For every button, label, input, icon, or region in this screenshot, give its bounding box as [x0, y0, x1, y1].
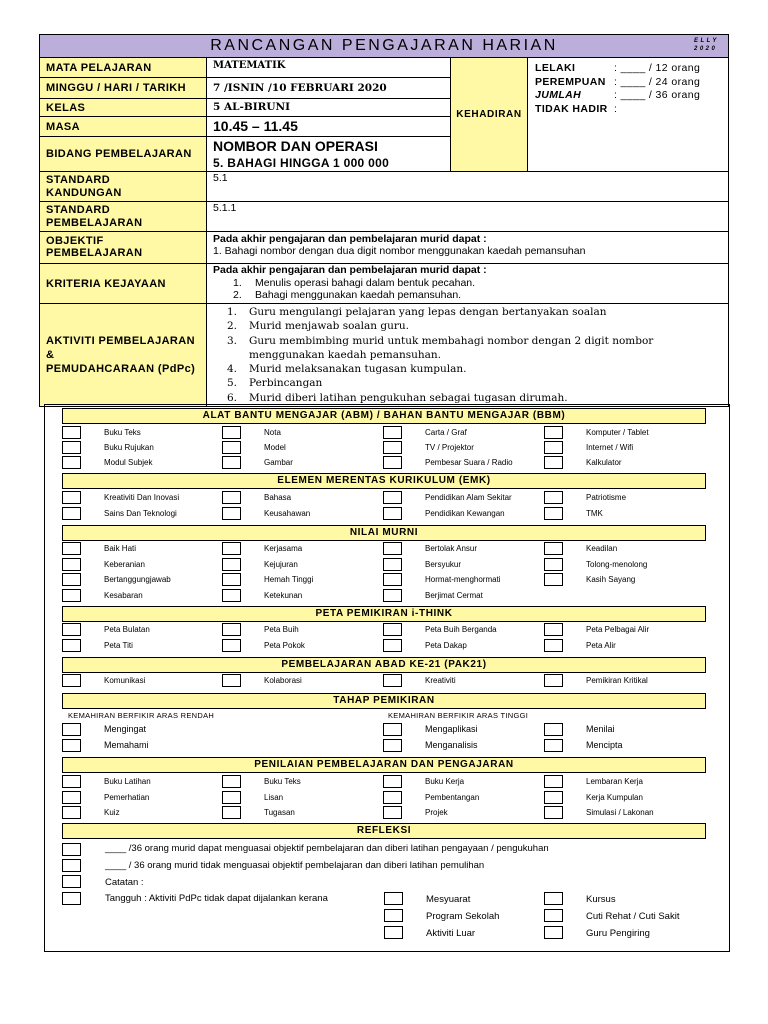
aktiviti-item: 3. Guru membimbing murid untuk membahagi nombor dengan 2 digit nombor menggunakan kaedah pemansuhan.: [227, 334, 654, 361]
kehadiran-row: LELAKI : ____ / 12 orang: [535, 62, 701, 74]
penilaian-item-label: Lembaran Kerja: [586, 777, 643, 786]
ithink-checkbox[interactable]: [544, 623, 563, 636]
refleksi-catatan: Catatan :: [105, 877, 144, 888]
label-standard-kandungan-1: STANDARD: [46, 173, 111, 186]
emk-checkbox[interactable]: [222, 491, 241, 504]
penilaian-item-label: Projek: [425, 808, 448, 817]
abm-item-label: TV / Projektor: [425, 443, 474, 452]
emk-checkbox[interactable]: [544, 507, 563, 520]
nilai-item-label: Kasih Sayang: [586, 575, 636, 584]
abm-checkbox[interactable]: [544, 426, 563, 439]
aktiviti-item: 2. Murid menjawab soalan guru.: [227, 320, 409, 333]
value-mata-pelajaran: MATEMATIK: [213, 60, 286, 71]
abm-item-label: Komputer / Tablet: [586, 428, 649, 437]
reason-label: Guru Pengiring: [586, 928, 650, 939]
abm-checkbox[interactable]: [383, 441, 402, 454]
abm-item-label: Internet / Wifi: [586, 443, 634, 452]
emk-checkbox[interactable]: [222, 507, 241, 520]
abm-item-label: Buku Rujukan: [104, 443, 154, 452]
emk-checkbox[interactable]: [383, 507, 402, 520]
reason-checkbox[interactable]: [544, 892, 563, 905]
reason-label: Kursus: [586, 894, 616, 905]
label-minggu: MINGGU / HARI / TARIKH: [40, 78, 207, 98]
row-mata-pelajaran: [40, 58, 450, 77]
abm-checkbox[interactable]: [62, 441, 81, 454]
ithink-checkbox[interactable]: [383, 623, 402, 636]
abm-item-label: Kalkulator: [586, 458, 622, 467]
ithink-checkbox[interactable]: [544, 639, 563, 652]
emk-item-label: Pendidikan Alam Sekitar: [425, 493, 512, 502]
penilaian-item-label: Buku Kerja: [425, 777, 465, 786]
tahap-checkbox[interactable]: [383, 739, 402, 752]
nilai-checkbox[interactable]: [544, 542, 563, 555]
section-header-emk: ELEMEN MERENTAS KURIKULUM (EMK): [62, 473, 706, 489]
row-masa: [40, 116, 450, 136]
nilai-checkbox[interactable]: [383, 589, 402, 602]
pak21-item-label: Kreativiti: [425, 676, 456, 685]
value-standard-pembelajaran: 5.1.1: [213, 202, 237, 214]
nilai-checkbox[interactable]: [62, 589, 81, 602]
penilaian-checkbox[interactable]: [62, 806, 81, 819]
abm-checkbox[interactable]: [62, 456, 81, 469]
aktiviti-item: 4. Murid melaksanakan tugasan kumpulan.: [227, 363, 467, 376]
refleksi-line-menguasai: ____ /36 orang murid dapat menguasai objektif pembelajaran dan diberi latihan pengayaan / pengukuhan: [105, 843, 549, 854]
penilaian-checkbox[interactable]: [383, 775, 402, 788]
nilai-item-label: Tolong-menolong: [586, 560, 648, 569]
label-standard-pembelajaran-1: STANDARD: [46, 203, 111, 216]
penilaian-checkbox[interactable]: [222, 791, 241, 804]
penilaian-checkbox[interactable]: [62, 791, 81, 804]
section-header-refleksi: REFLEKSI: [62, 823, 706, 839]
nilai-checkbox[interactable]: [62, 558, 81, 571]
nilai-item-label: Bertanggungjawab: [104, 575, 171, 584]
abm-checkbox[interactable]: [222, 441, 241, 454]
pak21-checkbox[interactable]: [544, 674, 563, 687]
ithink-item-label: Peta Alir: [586, 641, 616, 650]
emk-checkbox[interactable]: [62, 507, 81, 520]
penilaian-item-label: Kerja Kumpulan: [586, 793, 643, 802]
pak21-checkbox[interactable]: [383, 674, 402, 687]
row-standard-kandungan: [40, 171, 728, 201]
nilai-item-label: Hemah Tinggi: [264, 575, 314, 584]
row-aktiviti: [40, 303, 728, 406]
reason-label: Mesyuarat: [426, 894, 471, 905]
tahap-checkbox[interactable]: [62, 723, 81, 736]
penilaian-item-label: Lisan: [264, 793, 284, 802]
tahap-item-label: Menilai: [586, 724, 615, 734]
emk-item-label: Pendidikan Kewangan: [425, 509, 505, 518]
reason-checkbox[interactable]: [384, 892, 403, 905]
emk-item-label: Kreativiti Dan Inovasi: [104, 493, 180, 502]
abm-item-label: Gambar: [264, 458, 293, 467]
abm-checkbox[interactable]: [222, 426, 241, 439]
ithink-item-label: Peta Pelbagai Alir: [586, 625, 650, 634]
tahap-checkbox[interactable]: [62, 739, 81, 752]
ithink-item-label: Peta Dakap: [425, 641, 467, 650]
kriteria-intro: Pada akhir pengajaran dan pembelajaran murid dapat :: [213, 264, 487, 276]
nilai-item-label: Keberanian: [104, 560, 145, 569]
nilai-item-label: Baik Hati: [104, 544, 137, 553]
penilaian-checkbox[interactable]: [62, 775, 81, 788]
value-kelas: 5 AL-BIRUNI: [213, 101, 291, 113]
section-header-pak21: PEMBELAJARAN ABAD KE-21 (PAK21): [62, 657, 706, 673]
nilai-checkbox[interactable]: [62, 542, 81, 555]
kehadiran-label: KEHADIRAN: [450, 58, 528, 171]
value-bidang-1: NOMBOR DAN OPERASI: [213, 138, 378, 154]
kehadiran-row: TIDAK HADIR :: [535, 102, 618, 115]
ithink-checkbox[interactable]: [383, 639, 402, 652]
ithink-item-label: Peta Buih: [264, 625, 299, 634]
emk-item-label: TMK: [586, 509, 603, 518]
nilai-item-label: Ketekunan: [264, 591, 303, 600]
reason-label: Program Sekolah: [426, 911, 500, 922]
emk-item-label: Bahasa: [264, 493, 292, 502]
pak21-item-label: Kolaborasi: [264, 676, 302, 685]
elly-badge: ELLY 2020: [694, 38, 719, 52]
label-mata-pelajaran: MATA PELAJARAN: [40, 58, 207, 77]
abm-item-label: Modul Subjek: [104, 458, 153, 467]
kehadiran-row: PEREMPUAN : ____ / 24 orang: [535, 75, 701, 88]
pak21-checkbox[interactable]: [222, 674, 241, 687]
label-aktiviti-1: AKTIVITI PEMBELAJARAN &: [46, 335, 195, 361]
nilai-checkbox[interactable]: [544, 573, 563, 586]
reason-checkbox[interactable]: [384, 926, 403, 939]
abm-checkbox[interactable]: [544, 456, 563, 469]
section-header-abm: ALAT BANTU MENGAJAR (ABM) / BAHAN BANTU MENGAJAR (BBM): [62, 408, 706, 424]
reason-checkbox[interactable]: [544, 926, 563, 939]
ithink-checkbox[interactable]: [62, 623, 81, 636]
refleksi-checkbox-menguasai[interactable]: [62, 843, 81, 856]
label-kelas: KELAS: [40, 99, 207, 116]
tahap-sub-rendah: KEMAHIRAN BERFIKIR ARAS RENDAH: [68, 711, 215, 720]
tahap-checkbox[interactable]: [383, 723, 402, 736]
penilaian-checkbox[interactable]: [383, 791, 402, 804]
kriteria-item: 1. Menulis operasi bahagi dalam bentuk pecahan.: [233, 276, 476, 289]
nilai-checkbox[interactable]: [222, 542, 241, 555]
penilaian-checkbox[interactable]: [222, 806, 241, 819]
row-kelas: [40, 98, 450, 116]
aktiviti-item: 5. Perbincangan: [227, 377, 323, 390]
ithink-item-label: Peta Titi: [104, 641, 133, 650]
nilai-checkbox[interactable]: [383, 542, 402, 555]
penilaian-item-label: Buku Teks: [264, 777, 301, 786]
value-bidang-2: 5. BAHAGI HINGGA 1 000 000: [213, 156, 390, 170]
emk-item-label: Sains Dan Teknologi: [104, 509, 177, 518]
ithink-checkbox[interactable]: [222, 639, 241, 652]
aktiviti-item: 6. Murid diberi latihan pengukuhan sebagai tugasan dirumah.: [227, 391, 568, 404]
ithink-checkbox[interactable]: [222, 623, 241, 636]
label-masa: MASA: [40, 117, 207, 136]
pak21-item-label: Pemikiran Kritikal: [586, 676, 648, 685]
abm-checkbox[interactable]: [544, 441, 563, 454]
label-standard-pembelajaran-2: PEMBELAJARAN: [46, 216, 143, 229]
tahap-item-label: Memahami: [104, 740, 149, 750]
tahap-item-label: Mengaplikasi: [425, 724, 478, 734]
emk-checkbox[interactable]: [544, 491, 563, 504]
nilai-checkbox[interactable]: [544, 558, 563, 571]
reason-label: Cuti Rehat / Cuti Sakit: [586, 911, 680, 922]
row-bidang: [40, 136, 450, 171]
ithink-item-label: Peta Buih Berganda: [425, 625, 497, 634]
section-header-penilaian: PENILAIAN PEMBELAJARAN DAN PENGAJARAN: [62, 757, 706, 773]
row-kriteria: [40, 263, 728, 303]
nilai-item-label: Kerjasama: [264, 544, 303, 553]
aktiviti-item: 1. Guru mengulangi pelajaran yang lepas dengan bertanyakan soalan: [227, 306, 607, 318]
label-objektif: OBJEKTIF PEMBELAJARAN: [40, 232, 207, 263]
tahap-item-label: Mencipta: [586, 740, 623, 750]
section-header-ithink: PETA PEMIKIRAN i-THINK: [62, 606, 706, 622]
penilaian-item-label: Tugasan: [264, 808, 295, 817]
abm-item-label: Nota: [264, 428, 281, 437]
label-bidang: BIDANG PEMBELAJARAN: [40, 137, 207, 171]
reason-checkbox[interactable]: [544, 909, 563, 922]
nilai-item-label: Keadilan: [586, 544, 618, 553]
emk-checkbox[interactable]: [62, 491, 81, 504]
reason-label: Aktiviti Luar: [426, 928, 476, 939]
penilaian-checkbox[interactable]: [544, 791, 563, 804]
penilaian-item-label: Simulasi / Lakonan: [586, 808, 654, 817]
tahap-checkbox[interactable]: [544, 723, 563, 736]
label-standard-kandungan-2: KANDUNGAN: [46, 186, 122, 199]
kriteria-item: 2. Bahagi menggunakan kaedah pemansuhan.: [233, 289, 462, 301]
refleksi-checkbox-tangguh[interactable]: [62, 892, 81, 905]
penilaian-item-label: Pembentangan: [425, 793, 480, 802]
nilai-checkbox[interactable]: [222, 558, 241, 571]
penilaian-item-label: Pemerhatian: [104, 793, 150, 802]
emk-checkbox[interactable]: [383, 491, 402, 504]
nilai-checkbox[interactable]: [62, 573, 81, 586]
pak21-checkbox[interactable]: [62, 674, 81, 687]
label-aktiviti-2: PEMUDAHCARAAN (PdPc): [46, 363, 196, 375]
nilai-item-label: Kesabaran: [104, 591, 143, 600]
penilaian-checkbox[interactable]: [222, 775, 241, 788]
row-objektif: [40, 231, 728, 263]
penilaian-checkbox[interactable]: [383, 806, 402, 819]
nilai-item-label: Berjimat Cermat: [425, 591, 483, 600]
objektif-item: 1. Bahagi nombor dengan dua digit nombor menggunakan kaedah pemansuhan: [213, 245, 586, 257]
tahap-item-label: Mengingat: [104, 724, 147, 734]
refleksi-tangguh: Tangguh : Aktiviti PdPc tidak dapat dijalankan kerana: [105, 893, 328, 904]
nilai-checkbox[interactable]: [383, 558, 402, 571]
reason-checkbox[interactable]: [384, 909, 403, 922]
penilaian-checkbox[interactable]: [544, 806, 563, 819]
penilaian-checkbox[interactable]: [544, 775, 563, 788]
page-title-text: RANCANGAN PENGAJARAN HARIAN: [210, 37, 558, 54]
value-minggu: 7 /ISNIN /10 FEBRUARI 2020: [213, 82, 387, 94]
abm-item-label: Pembesar Suara / Radio: [425, 458, 513, 467]
page-title: [40, 35, 728, 57]
tahap-sub-tinggi: KEMAHIRAN BERFIKIR ARAS TINGGI: [388, 711, 529, 720]
abm-checkbox[interactable]: [222, 456, 241, 469]
tahap-item-label: Menganalisis: [425, 740, 478, 750]
row-minggu: [40, 77, 450, 98]
ithink-item-label: Peta Pokok: [264, 641, 305, 650]
pak21-item-label: Komunikasi: [104, 676, 146, 685]
penilaian-item-label: Kuiz: [104, 808, 120, 817]
nilai-item-label: Bertolak Ansur: [425, 544, 478, 553]
nilai-item-label: Kejujuran: [264, 560, 298, 569]
kehadiran-row: JUMLAH : ____ / 36 orang: [535, 89, 701, 101]
abm-checkbox[interactable]: [383, 426, 402, 439]
value-standard-kandungan: 5.1: [213, 172, 228, 184]
refleksi-checkbox-catatan[interactable]: [62, 875, 81, 888]
nilai-item-label: Hormat-menghormati: [425, 575, 501, 584]
abm-item-label: Model: [264, 443, 286, 452]
nilai-checkbox[interactable]: [383, 573, 402, 586]
nilai-item-label: Bersyukur: [425, 560, 462, 569]
emk-item-label: Keusahawan: [264, 509, 311, 518]
emk-item-label: Patriotisme: [586, 493, 627, 502]
section-header-nilai: NILAI MURNI: [62, 525, 706, 541]
label-kriteria: KRITERIA KEJAYAAN: [40, 264, 207, 303]
ithink-item-label: Peta Bulatan: [104, 625, 150, 634]
row-standard-pembelajaran: [40, 201, 728, 231]
section-header-tahap: TAHAP PEMIKIRAN: [62, 693, 706, 709]
objektif-intro: Pada akhir pengajaran dan pembelajaran murid dapat :: [213, 233, 487, 245]
abm-checkbox[interactable]: [383, 456, 402, 469]
abm-item-label: Buku Teks: [104, 428, 141, 437]
nilai-checkbox[interactable]: [222, 573, 241, 586]
value-masa: 10.45 – 11.45: [213, 118, 298, 134]
kehadiran-panel: [528, 58, 728, 171]
lesson-info-table: [39, 34, 729, 407]
nilai-checkbox[interactable]: [222, 589, 241, 602]
penilaian-item-label: Buku Latihan: [104, 777, 151, 786]
abm-item-label: Carta / Graf: [425, 428, 467, 437]
abm-checkbox[interactable]: [62, 426, 81, 439]
tahap-checkbox[interactable]: [544, 739, 563, 752]
ithink-checkbox[interactable]: [62, 639, 81, 652]
refleksi-checkbox-tidak-menguasai[interactable]: [62, 859, 81, 872]
refleksi-line-tidak-menguasai: ____ / 36 orang murid tidak menguasai objektif pembelajaran dan diberi latihan pemulihan: [105, 860, 485, 871]
